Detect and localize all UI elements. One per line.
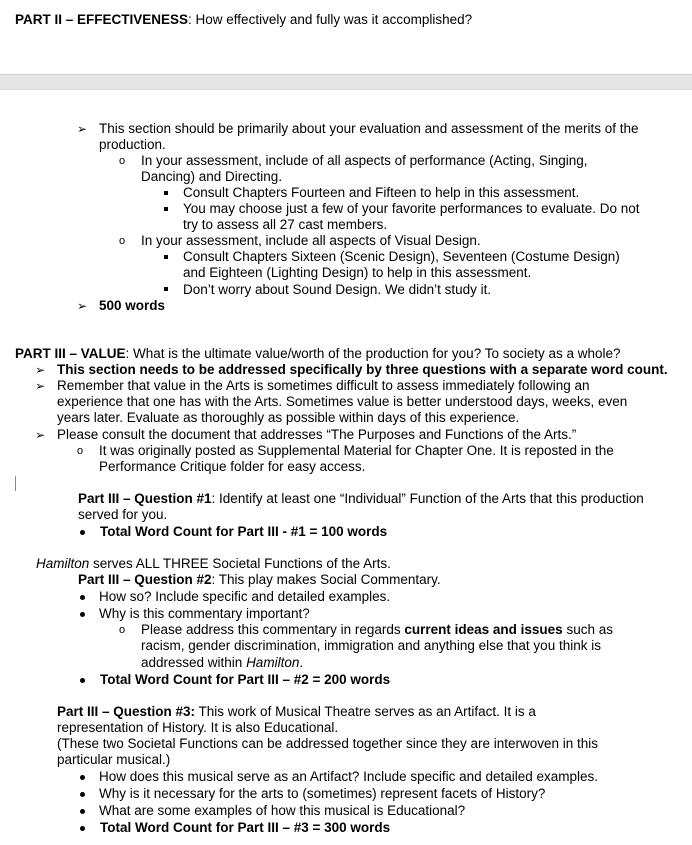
part2-heading-bold: PART II – EFFECTIVENESS (15, 12, 189, 27)
q2-sub-pre: Please address this commentary in regards (141, 622, 405, 637)
part2-heading (15, 12, 472, 28)
part3-sub-1-line-2: Performance Critique folder for easy access. (99, 459, 366, 474)
q2-word-count: Total Word Count for Part III – #2 = 200 words (100, 672, 391, 687)
q2-sub-line-3 (141, 655, 303, 671)
hamilton-line (36, 556, 391, 572)
q1-text: : Identify at least one “Individual” Function of the Arts that this production (211, 491, 644, 506)
q1-word-count: Total Word Count for Part III - #1 = 100 words (100, 524, 388, 539)
part2-subsub-1: Consult Chapters Fourteen and Fifteen to help in this assessment. (183, 185, 580, 200)
q2-sub-l3-end: . (299, 655, 304, 670)
q2-label: Part III – Question #2 (78, 572, 212, 587)
q2-sub-bold: current ideas and issues (404, 622, 563, 637)
q3-bullet-2: Why is it necessary for the arts to (sometimes) represent facets of History? (99, 786, 546, 801)
round-bullet-icon (80, 809, 85, 814)
q3-line-1 (57, 704, 536, 720)
q1-label: Part III – Question #1 (78, 491, 212, 506)
part3-bullet-2-line-3: years later. Evaluate as thoroughly as possible within days of this experience. (57, 410, 520, 425)
arrow-bullet-icon: ➢ (35, 363, 46, 377)
round-bullet-icon (80, 595, 85, 600)
circle-bullet-icon: o (119, 235, 126, 247)
part3-bullet-2-line-2: experience that one has with the Arts. Sometimes value is better understood days, weeks, even (57, 394, 628, 409)
round-bullet-icon (80, 678, 85, 683)
part2-subsub-3-line-1: Consult Chapters Sixteen (Scenic Design), Seventeen (Costume Design) (183, 249, 620, 264)
part2-sub-2: In your assessment, include all aspects of Visual Design. (141, 233, 481, 248)
square-bullet-icon (164, 255, 168, 259)
part2-sub-1-line-2: Dancing) and Directing. (141, 169, 283, 184)
q3-line-2: representation of History. It is also Educational. (57, 720, 339, 735)
q3-paren-line-1: (These two Societal Functions can be addressed together since they are interwoven in this (57, 736, 599, 751)
q2-sub-line-1 (141, 622, 613, 638)
part2-subsub-4: Don’t worry about Sound Design. We didn’t study it. (183, 282, 492, 297)
circle-bullet-icon: o (119, 155, 126, 167)
q3-bullet-3: What are some examples of how this musical is Educational? (99, 803, 466, 818)
q1-line-2: served for you. (78, 507, 168, 522)
part3-bullet-2-line-1: Remember that value in the Arts is sometimes difficult to assess immediately following an (57, 378, 590, 393)
part2-subsub-3-line-2: and Eighteen (Lighting Design) to help in this assessment. (183, 265, 532, 280)
part2-bullet-1-line-2: production. (99, 137, 166, 152)
part3-heading (15, 346, 621, 362)
part3-heading-rest: : What is the ultimate value/worth of the production for you? To society as a whole? (125, 346, 621, 361)
square-bullet-icon (164, 287, 168, 291)
round-bullet-icon (80, 826, 85, 831)
q2-sub-l3-pre: addressed within (141, 655, 247, 670)
part3-heading-bold: PART III – VALUE (15, 346, 126, 361)
round-bullet-icon (80, 792, 85, 797)
part2-subsub-2-line-1: You may choose just a few of your favorite performances to evaluate. Do not (183, 201, 640, 216)
q1-line-1 (78, 491, 644, 507)
hamilton-title: Hamilton (36, 556, 90, 571)
part2-heading-rest: : How effectively and fully was it accomplished? (188, 12, 473, 27)
text-cursor (15, 476, 16, 491)
square-bullet-icon (164, 207, 168, 211)
arrow-bullet-icon: ➢ (35, 379, 46, 393)
circle-bullet-icon: o (119, 624, 126, 636)
q2-bullet-2: Why is this commentary important? (99, 606, 310, 621)
part3-bullet-3: Please consult the document that addresses “The Purposes and Functions of the Arts.” (57, 427, 577, 442)
page-break (0, 74, 692, 90)
round-bullet-icon (80, 530, 85, 535)
q2-text: : This play makes Social Commentary. (211, 572, 441, 587)
part3-bullet-1: This section needs to be addressed specifically by three questions with a separate word count. (57, 362, 668, 377)
hamilton-rest: serves ALL THREE Societal Functions of the Arts. (89, 556, 391, 571)
q2-sub-post: such as (562, 622, 613, 637)
circle-bullet-icon: o (77, 445, 84, 457)
round-bullet-icon (80, 775, 85, 780)
part2-sub-1-line-1: In your assessment, include of all aspects of performance (Acting, Singing, (141, 153, 588, 168)
q2-line-1 (78, 572, 441, 588)
q2-sub-line-2: racism, gender discrimination, immigration and anything else that you think is (141, 638, 601, 653)
q2-bullet-1: How so? Include specific and detailed examples. (99, 589, 391, 604)
q3-word-count: Total Word Count for Part III – #3 = 300 words (100, 820, 391, 835)
part2-bullet-1-line-1: This section should be primarily about your evaluation and assessment of the merits of the (99, 121, 639, 136)
part2-subsub-2-line-2: try to assess all 27 cast members. (183, 217, 388, 232)
square-bullet-icon (164, 191, 168, 195)
q2-sub-l3-title: Hamilton (246, 655, 300, 670)
q3-text: This work of Musical Theatre serves as an Artifact. It is a (195, 704, 536, 719)
q3-paren-line-2: particular musical.) (57, 752, 171, 767)
part2-word-count: 500 words (99, 298, 166, 313)
arrow-bullet-icon: ➢ (77, 299, 88, 313)
q3-bullet-1: How does this musical serve as an Artifact? Include specific and detailed examples. (99, 769, 599, 784)
round-bullet-icon (80, 612, 85, 617)
q3-label: Part III – Question #3: (57, 704, 196, 719)
arrow-bullet-icon: ➢ (77, 122, 88, 136)
arrow-bullet-icon: ➢ (35, 428, 46, 442)
part3-sub-1-line-1: It was originally posted as Supplemental Material for Chapter One. It is reposted in the (99, 443, 614, 458)
